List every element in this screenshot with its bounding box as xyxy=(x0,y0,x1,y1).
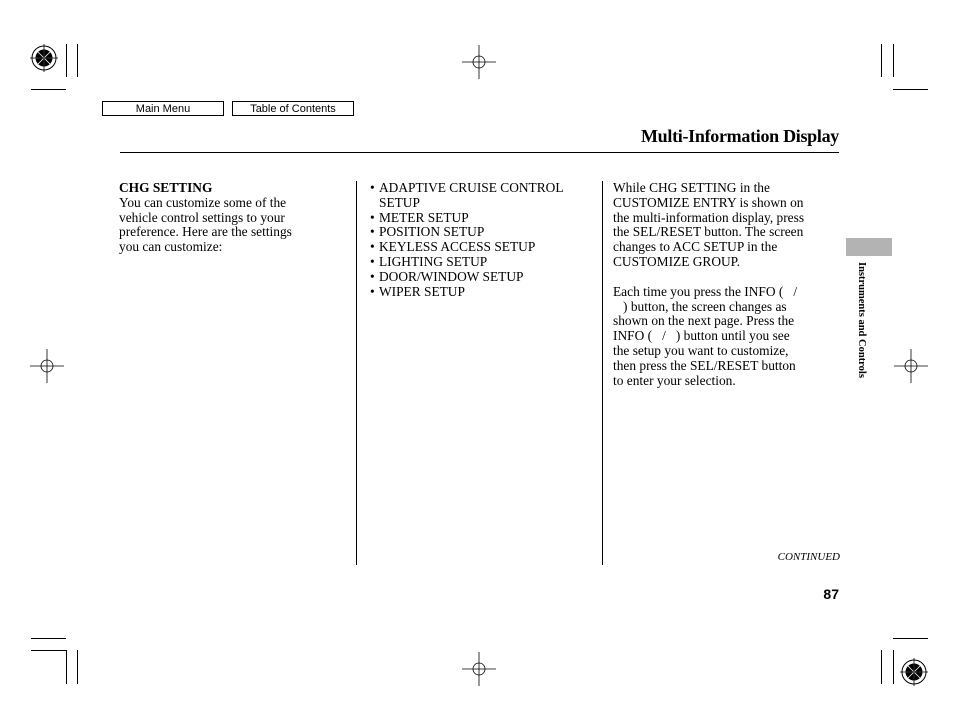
table-of-contents-button[interactable]: Table of Contents xyxy=(232,101,354,116)
crop-mark xyxy=(31,89,66,90)
registration-target-icon xyxy=(30,44,58,72)
paragraph xyxy=(613,181,841,270)
crop-mark xyxy=(77,44,78,77)
list-item: • ADAPTIVE CRUISE CONTROL SETUP xyxy=(370,181,584,211)
section-tab xyxy=(846,238,892,256)
column-divider xyxy=(602,181,603,565)
body-line: vehicle control settings to your xyxy=(119,209,285,225)
body-line: CUSTOMIZE GROUP. xyxy=(613,253,740,269)
body-line: INFO ( / ) button until you see xyxy=(613,328,790,344)
crop-mark xyxy=(893,638,928,639)
body-line: then press the SEL/RESET button xyxy=(613,357,796,373)
crosshair-icon xyxy=(462,652,496,686)
body-line: you can customize: xyxy=(119,239,223,255)
registration-target-icon xyxy=(900,658,928,686)
page-title: Multi-Information Display xyxy=(640,126,839,146)
header-rule xyxy=(120,152,839,153)
section-heading: CHG SETTING xyxy=(119,180,213,195)
continued-label: CONTINUED xyxy=(777,551,840,563)
paragraph xyxy=(613,285,841,389)
list-item: • DOOR/WINDOW SETUP xyxy=(370,270,595,285)
main-menu-button[interactable]: Main Menu xyxy=(102,101,224,116)
body-line: changes to ACC SETUP in the xyxy=(613,239,778,255)
column-3 xyxy=(613,181,841,388)
crop-mark xyxy=(881,650,882,684)
list-item: • METER SETUP xyxy=(370,211,595,226)
section-label: Instruments and Controls xyxy=(856,262,867,378)
column-divider xyxy=(356,181,357,565)
body-line: preference. Here are the settings xyxy=(119,224,292,240)
body-line: You can customize some of the xyxy=(119,194,287,210)
list-item: • LIGHTING SETUP xyxy=(370,255,595,270)
crop-mark xyxy=(31,638,66,639)
column-2 xyxy=(370,181,595,299)
body-line: the setup you want to customize, xyxy=(613,342,789,358)
page-number: 87 xyxy=(823,586,839,602)
column-1 xyxy=(119,181,344,255)
crop-mark xyxy=(893,44,894,77)
crop-mark xyxy=(77,650,78,684)
setup-list xyxy=(370,181,595,299)
crop-mark xyxy=(66,650,67,684)
crop-mark xyxy=(66,44,67,77)
crop-mark xyxy=(893,89,928,90)
crosshair-icon xyxy=(894,349,928,383)
list-item: • KEYLESS ACCESS SETUP xyxy=(370,240,595,255)
body-line: CUSTOMIZE ENTRY is shown on xyxy=(613,194,804,210)
list-item: • WIPER SETUP xyxy=(370,285,595,300)
crosshair-icon xyxy=(462,45,496,79)
crop-mark xyxy=(31,650,66,651)
body-line: the multi-information display, press xyxy=(613,209,805,225)
body-line: the SEL/RESET button. The screen xyxy=(613,224,804,240)
crosshair-icon xyxy=(30,349,64,383)
crop-mark xyxy=(881,44,882,77)
body-line: to enter your selection. xyxy=(613,372,736,388)
crop-mark xyxy=(893,650,894,684)
body-line: Each time you press the INFO ( / xyxy=(613,283,798,299)
body-line: While CHG SETTING in the xyxy=(613,180,770,195)
body-line: ) button, the screen changes as xyxy=(613,298,787,314)
list-item: • POSITION SETUP xyxy=(370,225,595,240)
body-line: shown on the next page. Press the xyxy=(613,313,795,329)
